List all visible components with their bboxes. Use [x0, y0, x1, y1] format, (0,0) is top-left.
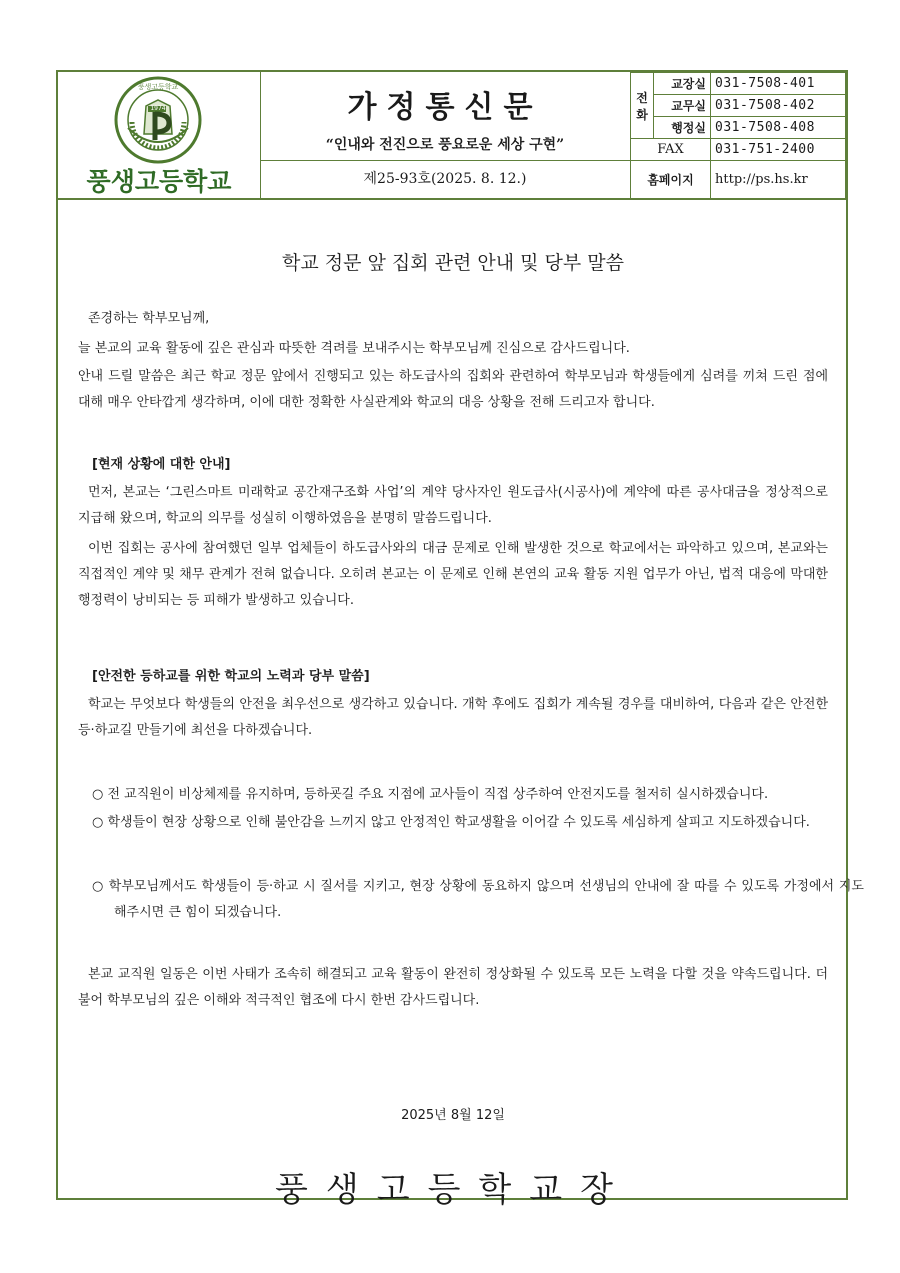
contact-label: 행정실: [654, 117, 711, 139]
section-paragraph: 먼저, 본교는 ‘그린스마트 미래학교 공간재구조화 사업’의 계약 당사자인 원도급사(시공사)에 계약에 따른 공사대금을 정상적으로 지급해 왔으며, 학교의 의무를 성실히 이행하였음을 분명히 말씀드립니다.: [78, 485, 828, 526]
closing-paragraph: 본교 교직원 일동은 이번 사태가 조속히 해결되고 교육 활동이 완전히 정상화될 수 있도록 모든 노력을 다할 것을 약속드립니다. 더불어 학부모님의 깊은 이해와 적극적인 협조에 다시 한번 감사드립니다.: [78, 967, 828, 1008]
homepage-link[interactable]: http://ps.hs.kr: [711, 161, 846, 199]
title-cell: [260, 72, 631, 161]
contact-label: 교장실: [654, 73, 711, 95]
section-heading: [안전한 등하교를 위한 학교의 노력과 당부 말씀]: [92, 669, 370, 684]
school-motto: “인내와 전진으로 풍요로운 세상 구현”: [325, 137, 565, 153]
school-emblem-icon: [114, 76, 202, 164]
intro-paragraph: 안내 드릴 말씀은 최근 학교 정문 앞에서 진행되고 있는 하도급사의 집회와 관련하여 학부모님과 학생들에게 심려를 끼쳐 드린 점에 대해 매우 안타깝게 생각하며, 이에 대한 정확한 사실관계와 학교의 대응 상황을 전해 드리고자 합니다.: [78, 369, 828, 410]
newsletter-header: [58, 72, 846, 200]
fax-number: 031-751-2400: [711, 139, 846, 161]
contact-label: 교무실: [654, 95, 711, 117]
phone-label: 전화: [631, 73, 654, 139]
document-title: 학교 정문 앞 집회 관련 안내 및 당부 말씀: [282, 252, 624, 274]
fax-label: FAX: [631, 139, 711, 161]
list-item: ○ 전 교직원이 비상체제를 유지하며, 등하굣길 주요 지점에 교사들이 직접 상주하여 안전지도를 철저히 실시하겠습니다.: [92, 787, 769, 802]
contact-number: 031-7508-401: [711, 73, 846, 95]
emblem-year: 1974: [150, 105, 166, 112]
section-paragraph: 이번 집회는 공사에 참여했던 일부 업체들이 하도급사와의 대금 문제로 인해 발생한 것으로 학교에서는 파악하고 있으며, 본교와는 직접적인 계약 및 채무 관계가 전혀 없습니다. 오히려 본교는 이 문제로 인해 본연의 교육 활동 지원 업무가 아닌, 법적 대응에 막대한 행정력이 낭비되는 등 피해가 발생하고 있습니다.: [78, 541, 828, 608]
greeting: 존경하는 학부모님께,: [88, 311, 210, 326]
intro-paragraph: 늘 본교의 교육 활동에 깊은 관심과 따뜻한 격려를 보내주시는 학부모님께 진심으로 감사드립니다.: [78, 341, 630, 356]
homepage-label: 홈페이지: [631, 161, 711, 199]
section-paragraph: 학교는 무엇보다 학생들의 안전을 최우선으로 생각하고 있습니다. 개학 후에도 집회가 계속될 경우를 대비하여, 다음과 같은 안전한 등·하교길 만들기에 최선을 다하겠습니다.: [78, 697, 828, 738]
document-date: 2025년 8월 12일: [401, 1108, 505, 1123]
newsletter-title: 가정통신문: [347, 90, 543, 125]
list-item: ○ 학생들이 현장 상황으로 인해 불안감을 느끼지 않고 안정적인 학교생활을 이어갈 수 있도록 세심하게 살피고 지도하겠습니다.: [92, 815, 810, 830]
contact-table: [630, 72, 846, 198]
issue-number: 제25-93호(2025. 8. 12.): [260, 160, 631, 198]
signer: 풍생고등학교장: [275, 1170, 631, 1210]
newsletter-frame: [56, 70, 864, 1210]
contact-number: 031-7508-408: [711, 117, 846, 139]
contact-number: 031-7508-402: [711, 95, 846, 117]
section-heading: [현재 상황에 대한 안내]: [92, 457, 231, 472]
logo-cell: [58, 72, 261, 198]
school-name: 풍생고등학교: [86, 167, 232, 196]
emblem-top-text: 풍생고등학교: [137, 83, 179, 91]
list-item: ○ 학부모님께서도 학생들이 등·하교 시 질서를 지키고, 현장 상황에 동요하지 않으며 선생님의 안내에 잘 따를 수 있도록 가정에서 지도해주시면 큰 힘이 되겠습니다.: [92, 879, 864, 920]
